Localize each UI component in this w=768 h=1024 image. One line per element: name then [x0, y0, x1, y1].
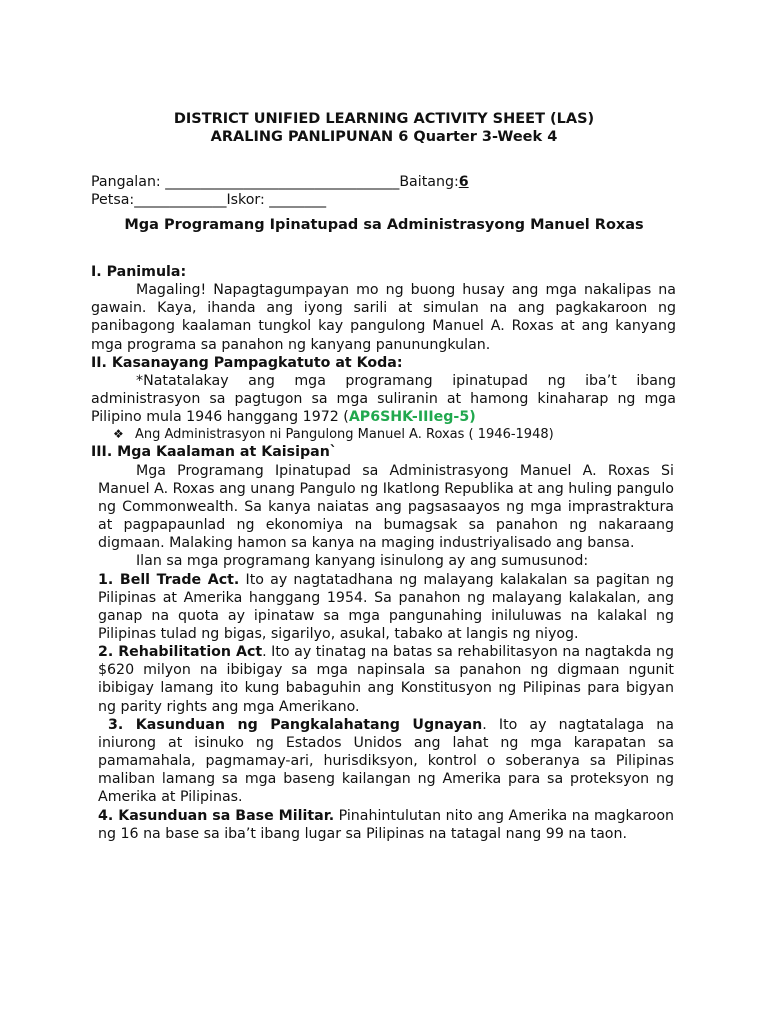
program-2-text: . Ito ay tinatag na batas sa rehabilitasyon na nagtakda ng $620 milyon na ibibigay sa mga napinsala sa panahon ng digmaan ngunit ibibigay lamang ito kung babaguhin ang Konstitusyon ng Pilipinas para bigyan ng parity rights ang mga Amerikano.	[98, 644, 674, 715]
program-3-text: . Ito ay nagtatalaga na iniurong at isinuko ng Estados Unidos ang lahat ng mga karapatan sa pamamahala, pagmamay-ari, hurisdiksyon, kontrol o soberanya sa Pilipinas maliban lamang sa mga baseng kailangan ng Amerika para sa proteksyon ng Amerika at Pilipinas.	[98, 716, 674, 806]
section-1-text: Magaling! Napagtagumpayan mo ng buong husay ang mga nakalipas na gawain. Kaya, ihanda ang iyong sarili at simulan na ang pagkakaroon ng panibagong kaalaman tungkol kay pangulong Manuel A. Roxas at ang kanyang mga programa sa panahon ng kanyang panunungkulan.	[91, 282, 676, 353]
info-row-1	[91, 173, 469, 191]
grade-value: 6	[458, 174, 469, 190]
score-field[interactable]: ________	[269, 192, 327, 208]
program-3-title: 3. Kasunduan ng Pangkalahatang Ugnayan	[108, 716, 483, 733]
program-4-text: Pinahintulutan nito ang Amerika na magkaroon ng 16 na base sa iba’t ibang lugar sa Pilipinas na tatagal nang 99 na taon.	[98, 807, 674, 842]
lesson-content	[91, 263, 676, 843]
program-1	[98, 571, 674, 644]
diamond-bullet-icon: ❖	[113, 427, 124, 442]
program-4	[98, 807, 674, 843]
grade-label: Baitang:	[399, 174, 459, 190]
program-1-title: 1. Bell Trade Act.	[98, 571, 240, 588]
section-1-heading: I. Panimula:	[91, 264, 187, 280]
program-2	[98, 643, 674, 716]
name-field[interactable]: _________________________________	[165, 174, 400, 190]
lesson-title: Mga Programang Ipinatupad sa Administrasyong Manuel Roxas	[124, 217, 644, 233]
name-label: Pangalan:	[91, 174, 166, 190]
date-field[interactable]: _____________	[134, 192, 227, 208]
section-3-intro: Mga Programang Ipinatupad sa Administrasyong Manuel A. Roxas Si Manuel A. Roxas ang unang Pangulo ng Ikatlong Republika at ang huling pangulo ng Commonwealth. Sa kanya naiatas ang pagsasaayos ng mga imprastraktura at pagpapaunlad ng ekonomiya na bumagsak sa panahon ng nakaraang digmaan. Malaking hamon sa kanya na maging industriyalisado ang bansa.	[98, 462, 674, 552]
date-label: Petsa:	[91, 192, 135, 208]
bullet-text: Ang Administrasyon ni Pangulong Manuel A. Roxas ( 1946-1948)	[135, 427, 554, 443]
program-3	[98, 716, 674, 807]
info-row-2	[91, 191, 469, 209]
header-line-2: ARALING PANLIPUNAN 6 Quarter 3-Week 4	[210, 129, 558, 145]
score-label: Iskor:	[226, 192, 270, 208]
section-2-heading: II. Kasanayang Pampagkatuto at Koda:	[91, 354, 403, 371]
section-2-paragraph	[91, 372, 676, 426]
section-3-heading: III. Mga Kaalaman at Kaisipan`	[91, 444, 337, 461]
program-1-text: Ito ay nagtatadhana ng malayang kalakalan sa pagitan ng Pilipinas at Amerika hanggang 1954. Sa panahon ng malayang kalakalan, ang ganap na quota ay ipinataw sa mga pangunahing iniluluwas na kalakal ng Pilipinas tulad ng bigas, sigarilyo, asukal, tabako at langis ng niyog.	[98, 571, 674, 642]
section-3-body	[98, 462, 674, 843]
section-2-bullet	[113, 426, 676, 443]
program-2-title: 2. Rehabilitation Act	[98, 644, 263, 661]
section-2-text: *Natatalakay ang mga programang ipinatupad ng iba’t ibang administrasyon sa pagtugon sa mga suliranin at hamong kinaharap ng mga Pilipino mula 1946 hanggang 1972 (	[91, 372, 676, 426]
document-header	[0, 110, 768, 146]
section-3-lead: Ilan sa mga programang kanyang isinulong ay ang sumusunod:	[136, 553, 589, 570]
student-info	[91, 173, 469, 209]
program-4-title: 4. Kasunduan sa Base Militar.	[98, 807, 335, 824]
competency-code: AP6SHK-IIIeg-5)	[348, 409, 476, 426]
header-line-1: DISTRICT UNIFIED LEARNING ACTIVITY SHEET (LAS)	[173, 111, 595, 127]
